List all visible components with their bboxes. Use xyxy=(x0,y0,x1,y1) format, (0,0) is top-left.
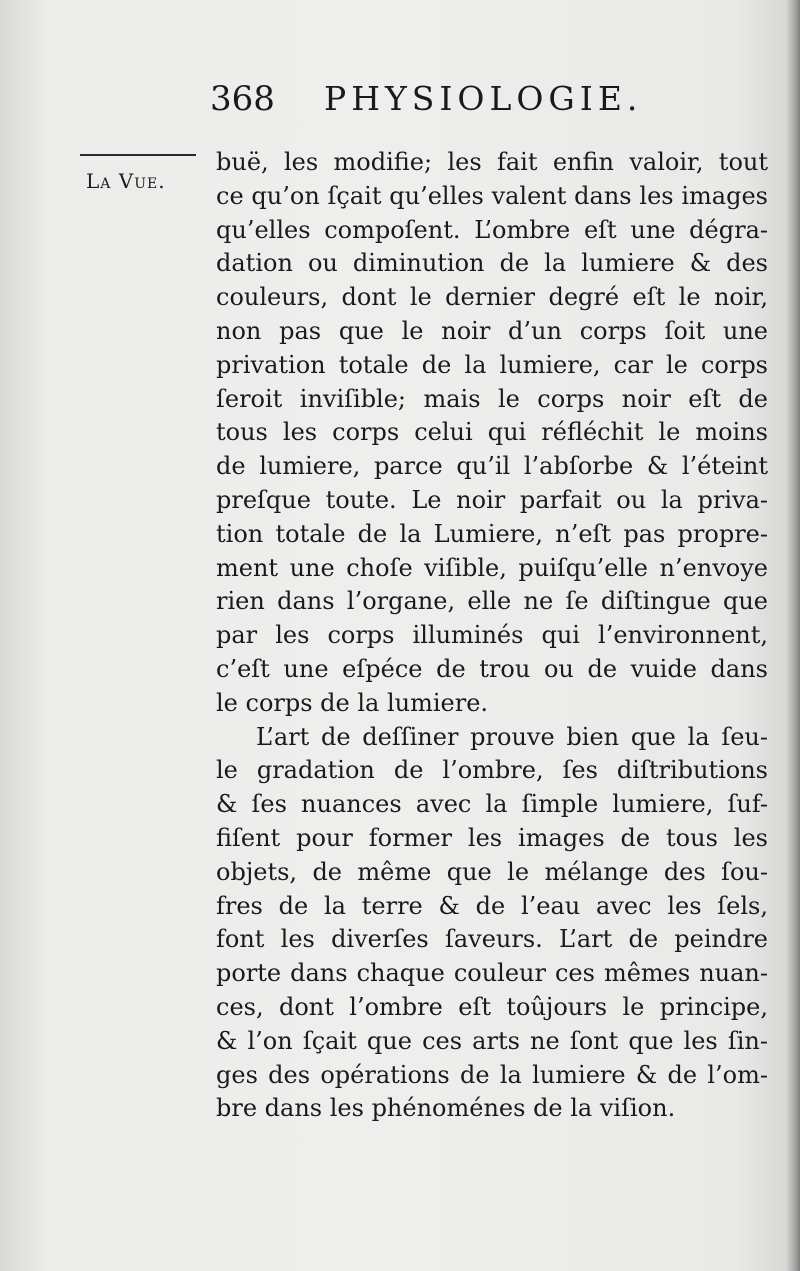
text-line: preſque toute. Le noir parfait ou la priva- xyxy=(216,485,768,514)
text-line: tion totale de la Lumiere, n’eſt pas propre- xyxy=(216,519,768,548)
running-head xyxy=(210,74,770,124)
text-line: de lumiere, parce qu’il l’abſorbe & l’éteint xyxy=(216,452,768,481)
text-line: ges des opérations de la lumiere & de l’om- xyxy=(216,1060,768,1089)
text-line: L’art de deſſiner prouve bien que la ſeu- xyxy=(256,722,768,751)
text-line: privation totale de la lumiere, car le corps xyxy=(216,350,768,379)
text-line: c’eſt une eſpéce de trou ou de vuide dans xyxy=(216,654,768,683)
text-line: qu’elles compoſent. L’ombre eſt une dégra- xyxy=(216,215,768,244)
page-edge-shadow xyxy=(786,0,800,1271)
margin-rule xyxy=(80,154,196,156)
text-line: ſeroit inviſible; mais le corps noir eſt de xyxy=(216,384,768,413)
text-line: fres de la terre & de l’eau avec les ſels, xyxy=(216,891,768,920)
text-line: fiſent pour former les images de tous les xyxy=(216,823,768,852)
text-line: ce qu’on ſçait qu’elles valent dans les images xyxy=(216,181,768,210)
text-line: couleurs, dont le dernier degré eſt le noir, xyxy=(216,283,768,312)
text-line: le gradation de l’ombre, ſes diſtributions xyxy=(216,756,768,785)
text-line: objets, de même que le mélange des ſou- xyxy=(216,857,768,886)
text-line: & ſes nuances avec la ſimple lumiere, ſuf- xyxy=(216,790,768,819)
text-line: par les corps illuminés qui l’environnent, xyxy=(216,621,768,650)
text-line: & l’on ſçait que ces arts ne ſont que les ſin- xyxy=(216,1026,768,1055)
text-line: tous les corps celui qui réfléchit le moins xyxy=(216,418,768,447)
text-line: porte dans chaque couleur ces mêmes nuan- xyxy=(216,959,768,988)
text-line: bre dans les phénoménes de la viſion. xyxy=(216,1094,676,1123)
text-line: buë, les modifie; les fait enfin valoir, tout xyxy=(216,148,768,176)
page-title: PHYSIOLOGIE. xyxy=(324,79,643,118)
margin-note: La Vue. xyxy=(86,169,166,193)
text-line: dation ou diminution de la lumiere & des xyxy=(216,249,768,278)
text-line: rien dans l’organe, elle ne ſe diſtingue que xyxy=(216,587,768,616)
page-number: 368 xyxy=(210,79,275,119)
text-line: ces, dont l’ombre eſt toûjours le principe, xyxy=(216,992,768,1021)
text-line: le corps de la lumiere. xyxy=(216,688,489,717)
text-line: non pas que le noir d’un corps ſoit une xyxy=(216,316,768,345)
text-line: font les diverſes ſaveurs. L’art de peindre xyxy=(216,925,768,954)
text-line: ment une choſe viſible, puiſqu’elle n’envoye xyxy=(216,553,768,582)
body-text xyxy=(216,146,768,1126)
